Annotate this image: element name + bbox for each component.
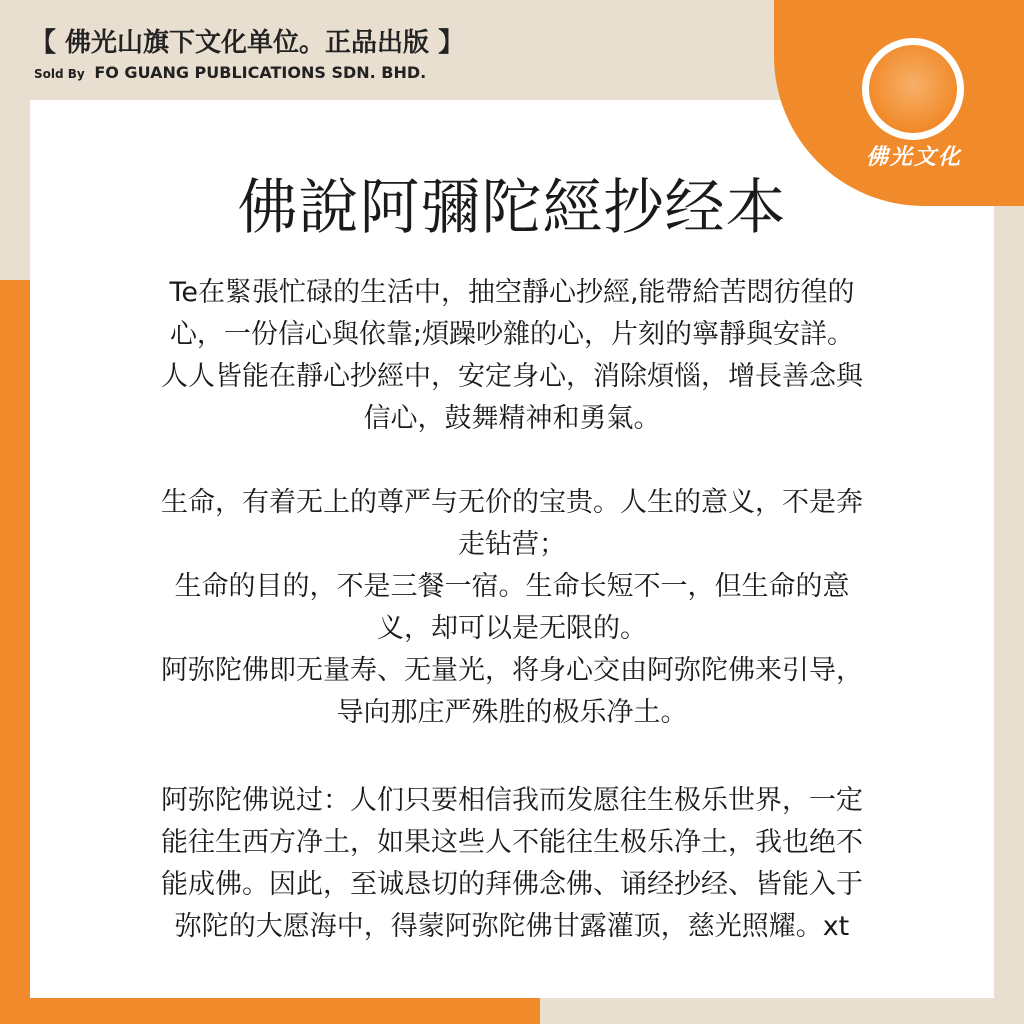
text-line: 导向那庄严殊胜的极乐净土。	[336, 697, 688, 728]
text-line: 走钻营；	[458, 529, 566, 560]
text-line: 生命的目的，不是三餐一宿。生命长短不一，但生命的意	[174, 571, 850, 602]
text-line: Te在緊張忙碌的生活中，抽空靜心抄經,能帶給苦悶彷徨的	[169, 277, 855, 308]
text-line: 能成佛。因此，至诚恳切的拜佛念佛、诵经抄经、皆能入于	[161, 869, 863, 900]
text-line: 信心，鼓舞精神和勇氣。	[363, 403, 661, 434]
header-seller	[34, 63, 426, 82]
paragraph-amitabha	[120, 780, 904, 948]
text-line: 义，却可以是无限的。	[377, 613, 647, 644]
paragraph-intro	[120, 272, 904, 440]
sold-by-label: Sold By	[34, 67, 85, 81]
page-title: 佛說阿彌陀經抄经本	[237, 173, 787, 243]
circle-logo-icon	[862, 38, 964, 140]
company-name: FO GUANG PUBLICATIONS SDN. BHD.	[94, 63, 427, 82]
paragraph-life	[120, 482, 904, 734]
text-line: 心，一份信心與依靠;煩躁吵雜的心，片刻的寧靜與安詳。	[169, 319, 855, 350]
logo-text: 佛光文化	[865, 144, 962, 170]
text-line: 弥陀的大愿海中，得蒙阿弥陀佛甘露灌顶，慈光照耀。xt	[174, 911, 850, 942]
text-line: 生命，有着无上的尊严与无价的宝贵。人生的意义，不是奔	[161, 487, 863, 518]
header-tagline: 【 佛光山旗下文化单位。正品出版 】	[30, 28, 465, 58]
text-line: 人人皆能在靜心抄經中，安定身心，消除煩惱，增長善念與	[161, 361, 863, 392]
text-line: 阿弥陀佛即无量寿、无量光，将身心交由阿弥陀佛来引导，	[161, 655, 863, 686]
text-line: 阿弥陀佛说过：人们只要相信我而发愿往生极乐世界，一定	[161, 785, 863, 816]
accent-bar-bottom	[0, 998, 540, 1024]
text-line: 能往生西方净土，如果这些人不能往生极乐净土，我也绝不	[161, 827, 863, 858]
